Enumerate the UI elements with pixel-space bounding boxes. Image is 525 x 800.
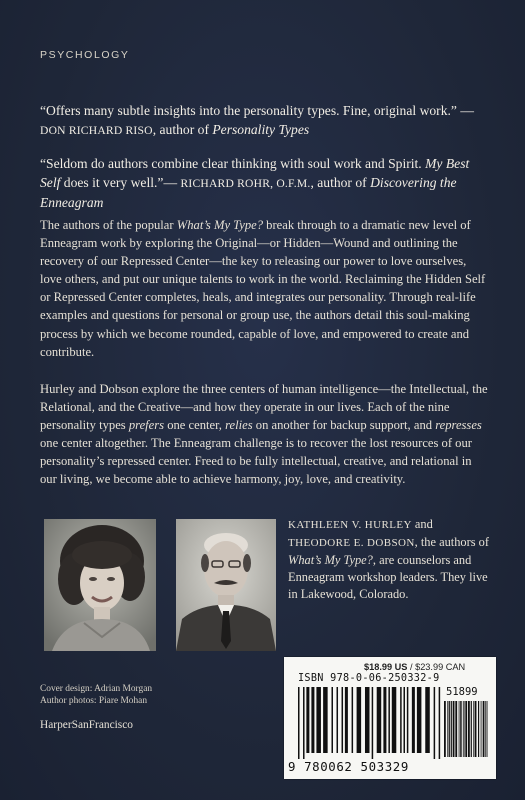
price-us: $18.99 US [364, 662, 408, 672]
barcode-bar [434, 687, 436, 759]
author-bio [288, 516, 498, 603]
paragraph-text: break through to a dramatic new level of Enneagram work by exploring the Original—or Hidden—Wound and outlining the recovery of our Repressed Center—the key to releasing our power to love ourselves, love others, and put our unique talents to work in the world. Reclaiming the Hidden Self or Repressed Center completes, heals, and integrates our personality. Through real-life examples and questions for personal or group use, the authors detail this soul-making process by which we become rounded, capable of love, and empowered to create and contribute. [40, 218, 486, 359]
publisher-name: HarperSanFrancisco [40, 719, 133, 731]
author-name-dobson: THEODORE E. DOBSON [288, 537, 415, 549]
portrait-man [176, 519, 276, 651]
quote-text: “Offers many subtle insights into the personality types. Fine, original work.” — [40, 103, 474, 118]
barcode-bar [447, 701, 448, 757]
paragraph-text: Hurley and Dobson explore the three centers of human intelligence—the Intellectual, the Relational, and the Creative—and how they operate in our lives. Each of the nine personality types [40, 382, 488, 433]
paragraph-text: one center, [164, 418, 226, 433]
bio-book-title: What’s My Type? [288, 553, 373, 567]
barcode-bar [407, 687, 409, 753]
barcode-bar [487, 701, 488, 757]
barcode-bar [383, 687, 386, 753]
barcode-bar [316, 687, 321, 753]
barcode-bar [481, 701, 482, 757]
barcode-bar [468, 701, 470, 757]
barcode-bar [311, 687, 314, 753]
quote-tail: , author of [152, 122, 213, 137]
design-credits [40, 683, 152, 708]
barcode-bar [417, 687, 422, 753]
ean-barcode [298, 687, 442, 761]
author-photo-hurley [44, 519, 156, 651]
quote-text-continued: does it very well.”— [60, 175, 181, 190]
barcode-bar [471, 701, 472, 757]
bio-text: , the authors of [414, 535, 489, 549]
bio-text: and [411, 517, 433, 531]
barcode-bar [392, 687, 397, 753]
barcode-bar [455, 701, 457, 757]
barcode-bar [372, 687, 374, 759]
quote-book-title-inline: My Best Self [40, 156, 470, 190]
quote-author: RICHARD ROHR, O.F.M. [180, 177, 311, 190]
barcode-bar [460, 701, 461, 757]
author-photo-dobson [176, 519, 276, 651]
barcode-bar [453, 701, 455, 757]
paragraph-text: The authors of the popular [40, 218, 177, 232]
barcode-bar [331, 687, 333, 753]
blurb-quote-rohr [40, 154, 490, 212]
paragraph-emphasis: prefers [128, 418, 165, 433]
barcode-bar [412, 687, 415, 753]
barcode-bar [475, 701, 477, 757]
barcode-bar [465, 701, 467, 757]
paragraph-text: on another for backup support, and [252, 418, 436, 433]
barcode-bar [345, 687, 348, 753]
price-can: / $23.99 CAN [407, 662, 466, 672]
cover-design-credit: Cover design: Adrian Morgan [40, 684, 153, 694]
author-name-hurley: KATHLEEN V. HURLEY [288, 519, 412, 531]
blurb-quote-riso [40, 101, 490, 140]
paragraph-emphasis: relies [225, 418, 253, 433]
barcode-bar [303, 687, 305, 759]
barcode-label [284, 657, 496, 779]
barcode-bar [298, 687, 300, 759]
paragraph-emphasis: represses [435, 418, 482, 433]
barcode-bar [306, 687, 309, 753]
barcode-bar [403, 687, 405, 753]
barcode-bar [352, 687, 354, 753]
quote-text: “Seldom do authors combine clear thinking with soul work and Spirit. [40, 156, 426, 171]
author-photo-credit: Author photos: Piare Mohan [40, 696, 148, 707]
barcode-bar [388, 687, 390, 753]
price-addon-number: 51899 [446, 686, 478, 698]
barcode-bar [459, 701, 460, 757]
barcode-bar [323, 687, 328, 753]
paragraph-book-title: What’s My Type? [176, 218, 264, 232]
description-paragraph-1 [40, 216, 490, 361]
barcode-bar [449, 701, 450, 757]
barcode-bar [463, 701, 464, 757]
barcode-bar [377, 687, 382, 753]
barcode-bar [483, 701, 485, 757]
barcode-bar [439, 687, 441, 759]
barcode-bar [425, 687, 430, 753]
paragraph-text: one center altogether. The Enneagram challenge is to recover the lost resources of our personality’s repressed center. Freed to be fully intellectual, creative, and relational in our living, we become able to achieve harmony, joy, love, and creativity. [40, 436, 472, 487]
ean-number: 9 780062 503329 [288, 759, 409, 774]
bio-text: , are counselors and Enneagram workshop leaders. They live in Lakewood, Colorado. [288, 553, 488, 601]
barcode-bar [451, 701, 452, 757]
barcode-bar [400, 687, 402, 753]
barcode-bar [365, 687, 370, 753]
barcode-bar [342, 687, 344, 753]
barcode-bar [337, 687, 339, 753]
price-line [364, 662, 465, 672]
quote-book-title: Discovering the Enneagram [40, 175, 457, 210]
barcode-bar [461, 701, 462, 757]
isbn-number: ISBN 978-0-06-250332-9 [298, 673, 440, 684]
barcode-bar [473, 701, 474, 757]
quote-tail: , author of [310, 175, 371, 190]
barcode-bar [485, 701, 486, 757]
quote-author: DON RICHARD RISO [40, 124, 153, 137]
portrait-woman [44, 519, 156, 651]
addon-barcode [444, 701, 488, 761]
barcode-bar [357, 687, 362, 753]
barcode-bar [478, 701, 479, 757]
quote-book-title: Personality Types [212, 122, 310, 137]
category-label: PSYCHOLOGY [40, 49, 130, 61]
description-paragraph-2 [40, 380, 490, 489]
barcode-bar [444, 701, 446, 757]
